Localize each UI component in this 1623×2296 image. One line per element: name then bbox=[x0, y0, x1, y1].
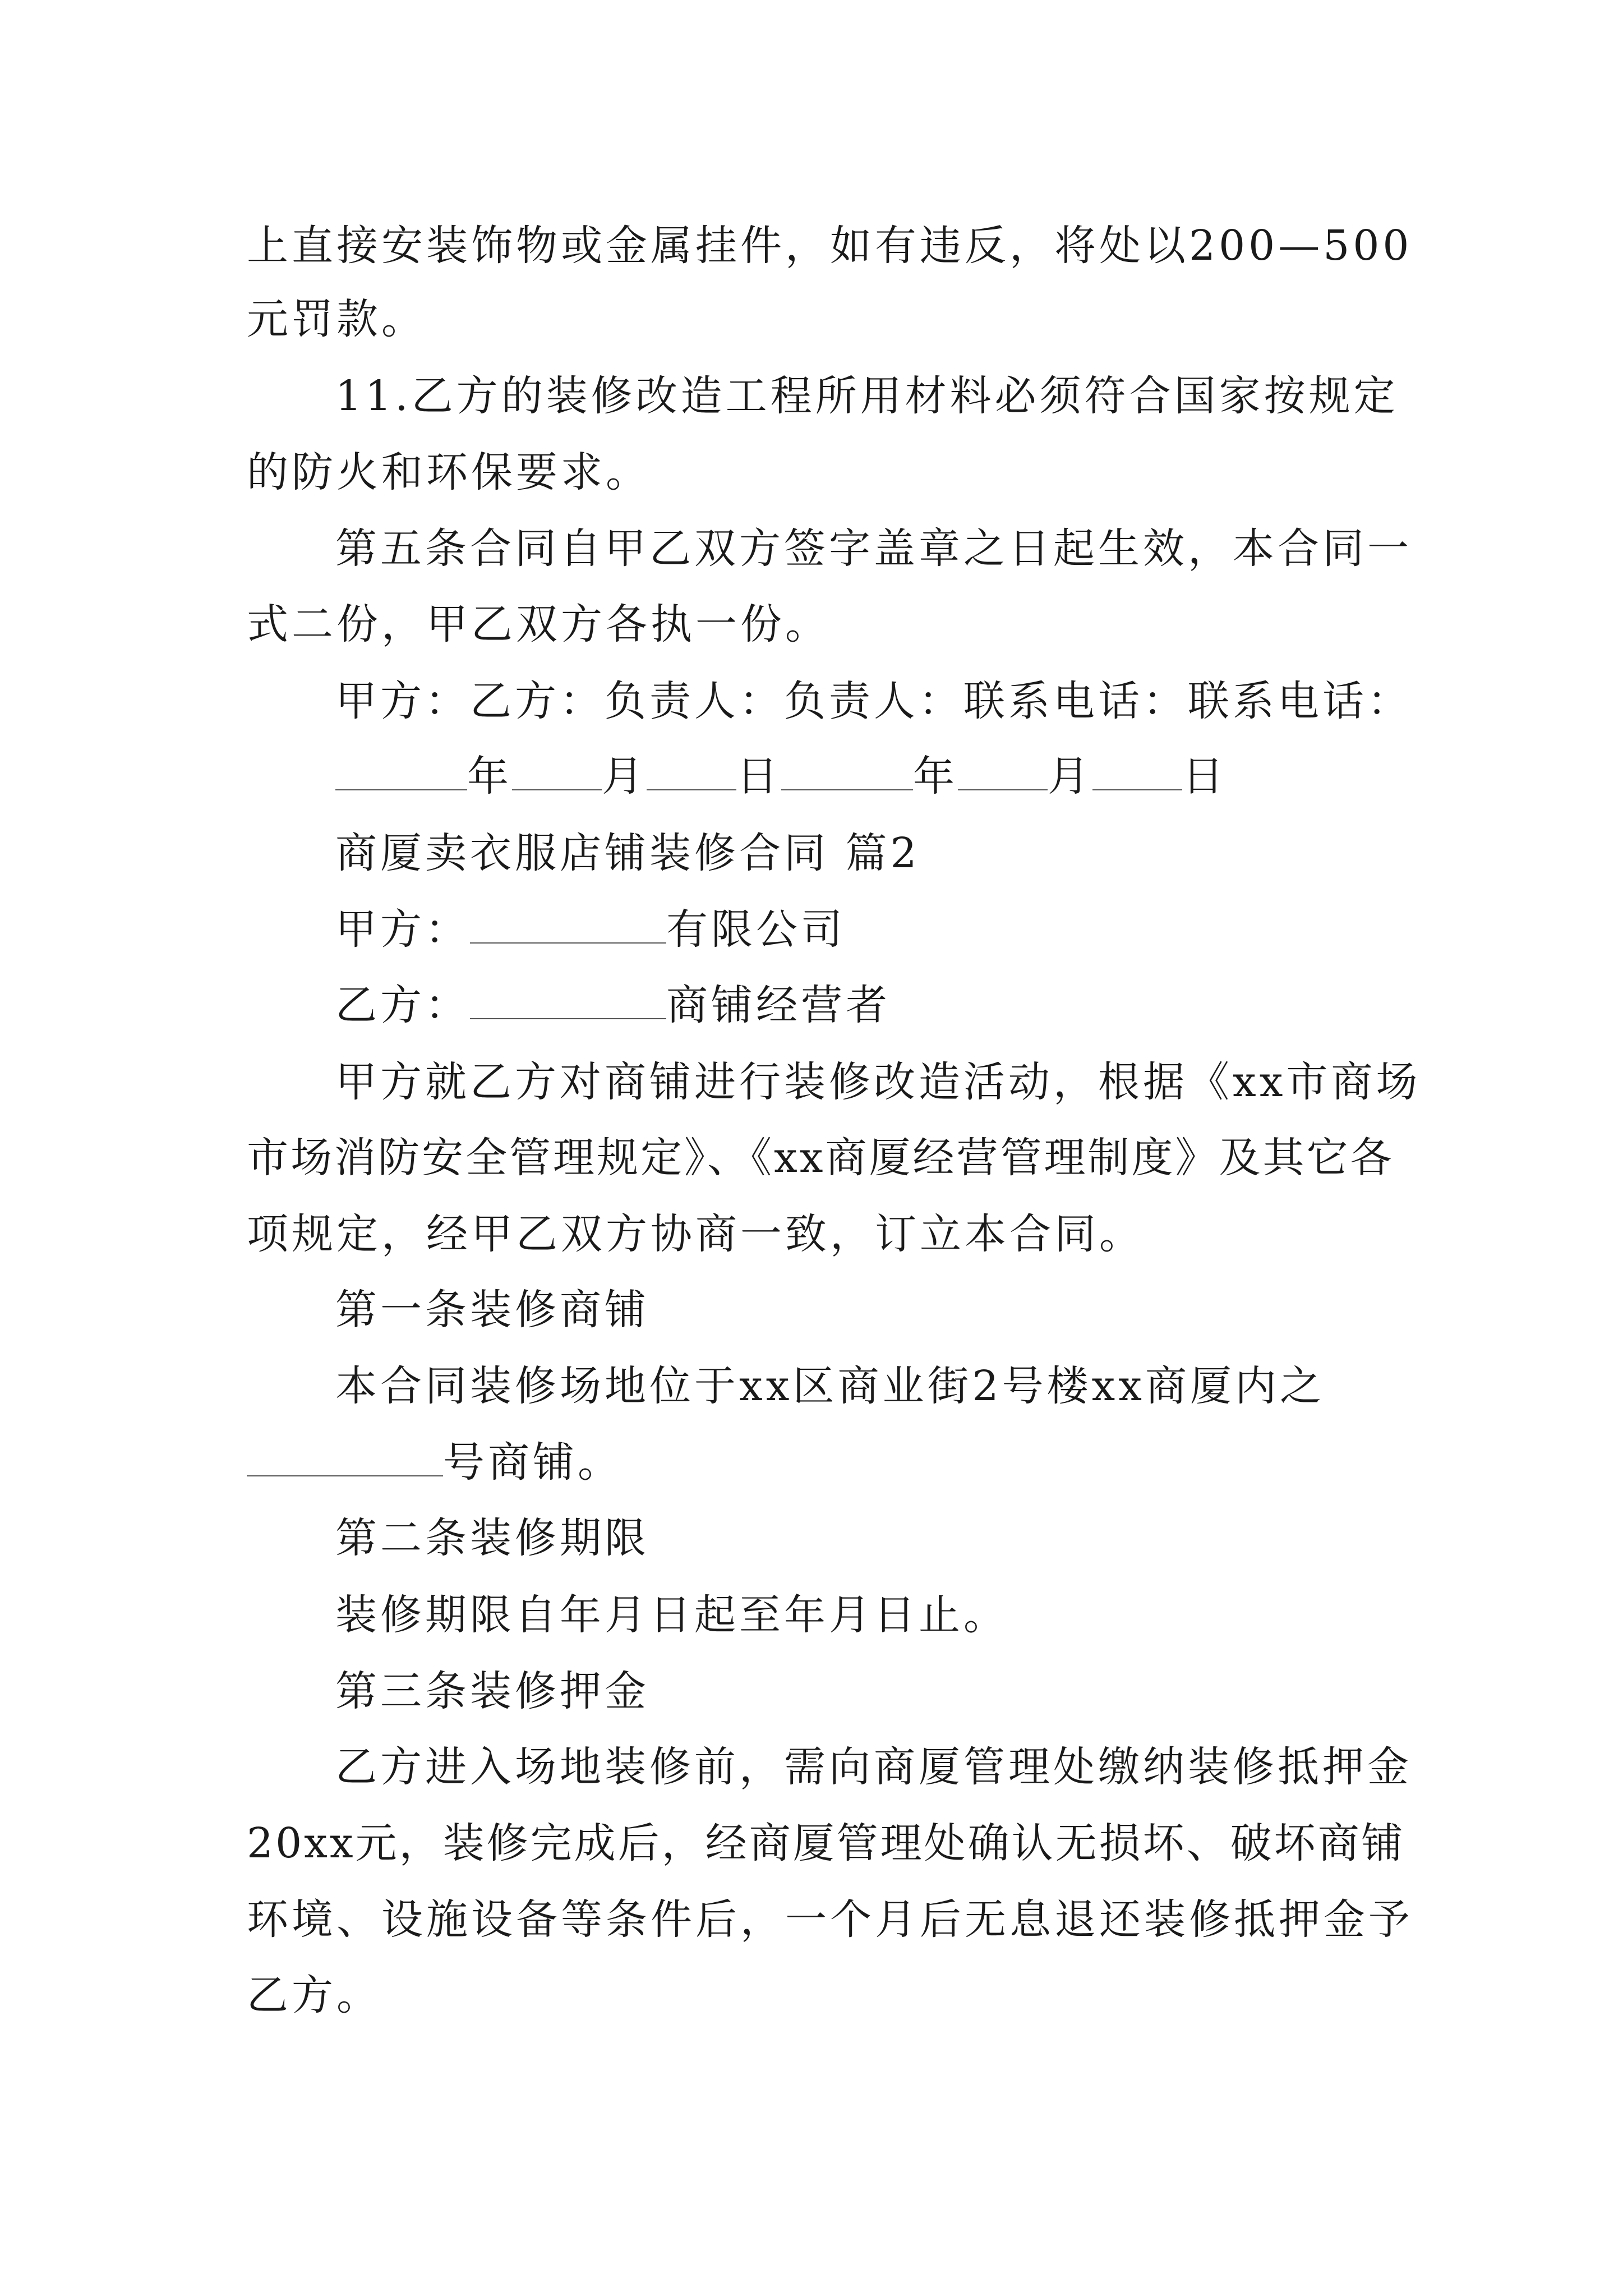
blank-underline bbox=[647, 750, 736, 790]
date-fields bbox=[335, 748, 1227, 804]
text-line: 项规定，经甲乙双方协商一致，订立本合同。 bbox=[247, 1210, 1144, 1258]
party-a-label: 甲方： bbox=[335, 905, 470, 954]
party-b-line bbox=[335, 977, 891, 1033]
party-a-line bbox=[335, 901, 846, 958]
article-heading: 第三条装修押金 bbox=[335, 1667, 649, 1715]
blank-underline bbox=[247, 1436, 443, 1476]
article-heading: 第一条装修商铺 bbox=[335, 1286, 649, 1334]
text-line: 上直接安装饰物或金属挂件，如有违反，将处以200—500 bbox=[247, 222, 1413, 270]
year-label: 年 bbox=[913, 752, 958, 800]
blank-underline bbox=[958, 750, 1048, 790]
section-title: 商厦卖衣服店铺装修合同 篇2 bbox=[335, 829, 920, 877]
blank-underline bbox=[1092, 750, 1182, 790]
month-label: 月 bbox=[1048, 752, 1092, 800]
text-line: 环境、设施设备等条件后，一个月后无息退还装修抵押金予 bbox=[247, 1895, 1413, 1944]
text-line: 甲方就乙方对商铺进行装修改造活动，根据《xx市商场 bbox=[335, 1058, 1421, 1106]
blank-underline bbox=[470, 903, 666, 944]
text-line: 乙方。 bbox=[247, 1971, 381, 2019]
party-b-suffix: 商铺经营者 bbox=[666, 981, 891, 1029]
signature-labels: 甲方：乙方：负责人：负责人：联系电话：联系电话： bbox=[335, 677, 1412, 725]
text-line: 本合同装修场地位于xx区商业街2号楼xx商厦内之 bbox=[335, 1362, 1325, 1410]
text-line: 市场消防安全管理规定》、《xx商厦经营管理制度》及其它各 bbox=[247, 1134, 1394, 1182]
day-label: 日 bbox=[736, 752, 781, 800]
shop-number-line bbox=[247, 1434, 623, 1490]
blank-underline bbox=[512, 750, 602, 790]
text-line: 元罚款。 bbox=[247, 295, 426, 343]
article-heading: 第二条装修期限 bbox=[335, 1514, 649, 1562]
year-label: 年 bbox=[467, 752, 512, 800]
text-line: 式二份，甲乙双方各执一份。 bbox=[247, 600, 830, 648]
month-label: 月 bbox=[602, 752, 647, 800]
party-b-label: 乙方： bbox=[335, 981, 470, 1029]
text-line: 乙方进入场地装修前，需向商厦管理处缴纳装修抵押金 bbox=[335, 1743, 1412, 1791]
text-line: 20xx元，装修完成后，经商厦管理处确认无损坏、破坏商铺 bbox=[247, 1819, 1405, 1867]
text-line: 的防火和环保要求。 bbox=[247, 448, 651, 496]
blank-underline bbox=[781, 750, 913, 790]
text-line: 第五条合同自甲乙双方签字盖章之日起生效，本合同一 bbox=[335, 524, 1412, 573]
day-label: 日 bbox=[1182, 752, 1227, 800]
text-line: 装修期限自年月日起至年月日止。 bbox=[335, 1591, 1008, 1639]
text-line: 11.乙方的装修改造工程所用材料必须符合国家按规定 bbox=[335, 372, 1399, 420]
party-a-suffix: 有限公司 bbox=[666, 905, 846, 954]
blank-underline bbox=[470, 979, 666, 1019]
shop-suffix: 号商铺。 bbox=[443, 1438, 623, 1487]
blank-underline bbox=[335, 750, 467, 790]
